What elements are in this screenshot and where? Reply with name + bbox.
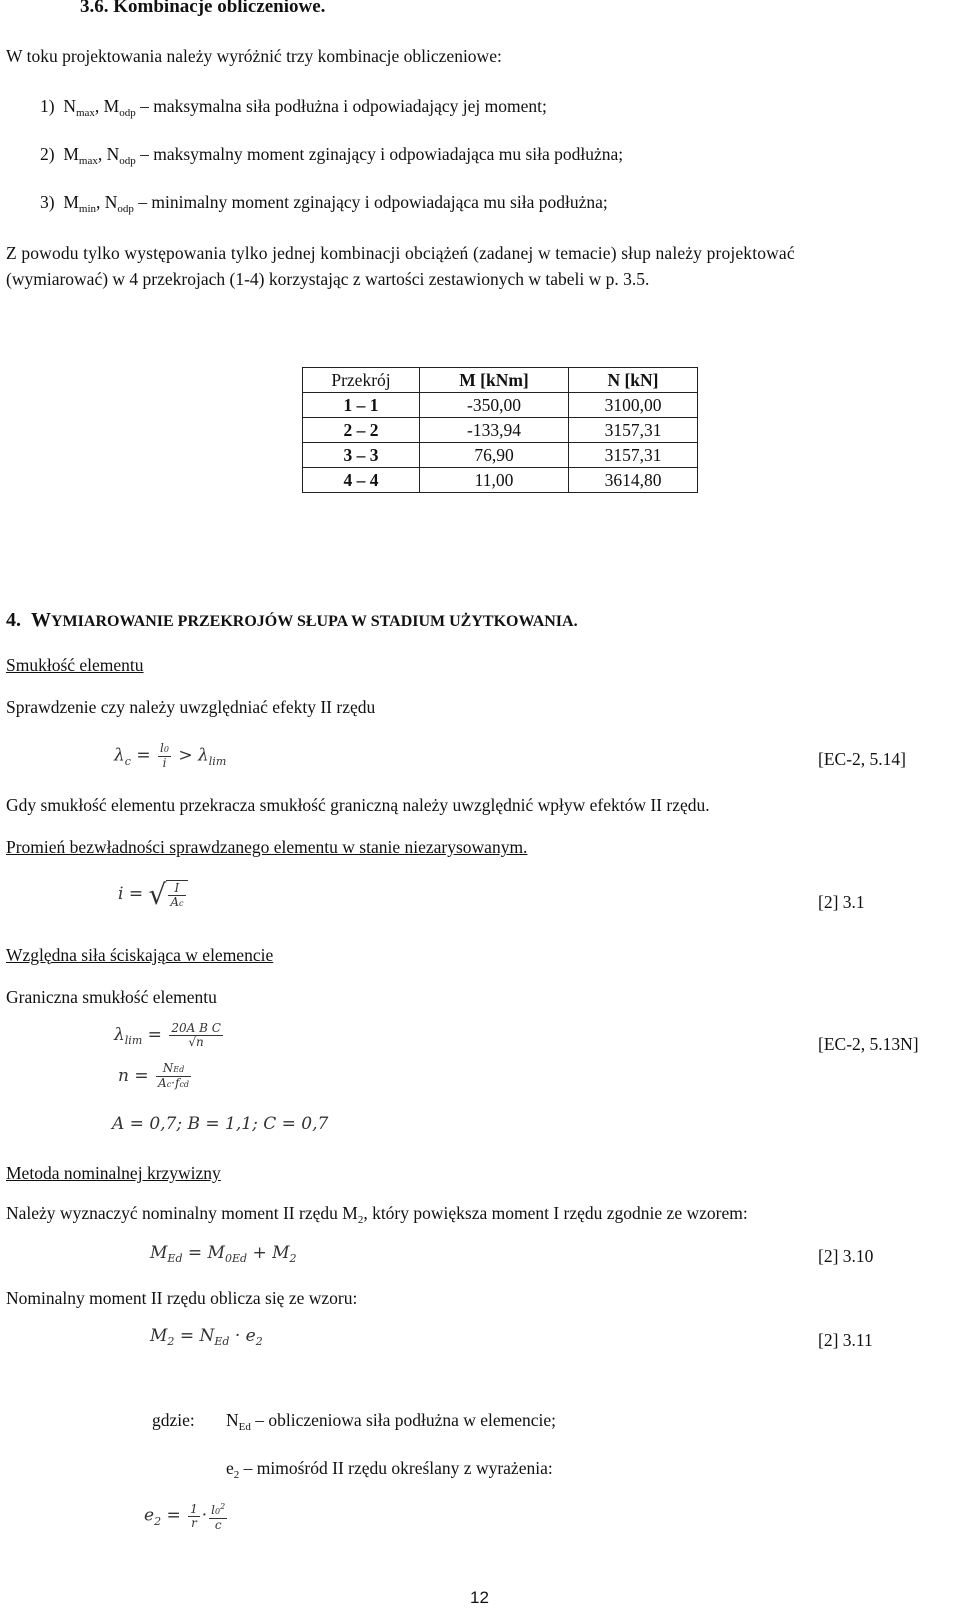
section-title-3-6: 3.6. Kombinacje obliczeniowe. — [80, 0, 326, 17]
combination-item-1: 1) $N_{max}$, $M_{odp}$ – maksymalna siła podłużna i odpowiadający jej moment; — [40, 96, 547, 119]
table-cell: 2 – 2 — [303, 418, 420, 443]
paragraph-line-1: Z powodu tylko występowania tylko jednej kombinacji obciążeń (zadanej w temacie) słup należy projektować — [6, 243, 795, 263]
table-header: N [kN] — [569, 368, 698, 393]
nominal-moment-text: Należy wyznaczyć nominalny moment II rzędu $M_2$, który powiększa moment I rzędu zgodnie ze wzorem: — [6, 1203, 748, 1226]
table-cell: 3 – 3 — [303, 443, 420, 468]
subheading-slenderness: Smukłość elementu — [6, 655, 144, 675]
reference-ec2-5-14: [EC-2, 5.14] — [818, 749, 906, 769]
formula-m-ed: $M_{Ed} = M_{0Ed} + M_2$ — [150, 1243, 297, 1265]
formula-m2: $M_2 = N_{Ed} \cdot e_2$ — [150, 1326, 263, 1348]
page-number: 12 — [470, 1588, 489, 1607]
table-cell: -133,94 — [420, 418, 569, 443]
table-cell: 11,00 — [420, 468, 569, 493]
limit-slenderness-text: Graniczna smukłość elementu — [6, 987, 217, 1007]
subheading-relative-force: Względna siła ściskająca w elemencie — [6, 945, 274, 965]
table-header: M [kNm] — [420, 368, 569, 393]
table-cell: 76,90 — [420, 443, 569, 468]
reference-2-3-1: [2] 3.1 — [818, 892, 865, 912]
sections-table — [302, 367, 698, 493]
formula-n: n = $\frac{\text{NEd}}{\text{Ac·fcd}}$ — [118, 1061, 190, 1090]
ned-definition: $N_{Ed}$ – obliczeniowa siła podłużna w elemencie; — [226, 1410, 557, 1433]
table-header-row — [303, 368, 698, 393]
subheading-nominal-curvature: Metoda nominalnej krzywizny — [6, 1163, 221, 1183]
table-cell: -350,00 — [420, 393, 569, 418]
paragraph-line-2: (wymiarować) w 4 przekrojach (1-4) korzystając z wartości zestawionych w tabeli w p. 3.5. — [6, 269, 650, 289]
second-order-text: Gdy smukłość elementu przekracza smukłość graniczną należy uwzględnić wpływ efektów II rzędu. — [6, 795, 710, 815]
table-cell: 3157,31 — [569, 418, 698, 443]
combination-item-2: 2) $M_{max}$, $N_{odp}$ – maksymalny moment zginający i odpowiadająca mu siła podłużna; — [40, 144, 624, 167]
e2-definition: $e_2$ – mimośród II rzędu określany z wyrażenia: — [226, 1458, 553, 1481]
table-row — [303, 418, 698, 443]
second-order-moment-text: Nominalny moment II rzędu oblicza się ze wzoru: — [6, 1288, 358, 1308]
intro-text: W toku projektowania należy wyróżnić trzy kombinacje obliczeniowe: — [6, 46, 502, 66]
table-cell: 3100,00 — [569, 393, 698, 418]
table-row — [303, 393, 698, 418]
subheading-radius-of-gyration: Promień bezwładności sprawdzanego elementu w stanie niezarysowanym. — [6, 837, 528, 857]
formula-abc-values: A = 0,7; B = 1,1; C = 0,7 — [112, 1114, 329, 1134]
table-cell: 3157,31 — [569, 443, 698, 468]
table-cell: 3614,80 — [569, 468, 698, 493]
reference-2-3-10: [2] 3.10 — [818, 1246, 874, 1266]
section-title-4: 4. WYMIAROWANIE PRZEKROJÓW SŁUPA W STADIUM UŻYTKOWANIA. — [6, 609, 578, 631]
reference-2-3-11: [2] 3.11 — [818, 1330, 873, 1350]
formula-lambda-check: $\lambda_c$ = $\frac{l0}{i}$ > $\lambda_{lim}$ — [114, 741, 227, 770]
where-label: gdzie: — [152, 1410, 195, 1430]
table-row — [303, 443, 698, 468]
table-header: Przekrój — [303, 368, 420, 393]
table-row — [303, 468, 698, 493]
check-text: Sprawdzenie czy należy uwzględniać efekty II rzędu — [6, 697, 376, 717]
combination-item-3: 3) $M_{min}$, $N_{odp}$ – minimalny moment zginający i odpowiadająca mu siła podłużna; — [40, 192, 608, 215]
reference-ec2-5-13n: [EC-2, 5.13N] — [818, 1034, 919, 1054]
formula-radius: i = √ $\frac{I}{Ac}$ — [118, 878, 188, 911]
formula-lambda-lim: $\lambda_{lim}$ = $\frac{\text{20A B C}}{√n}$ — [114, 1021, 221, 1049]
formula-e2: $e_2$ = $\frac{1}{r}$ · $\frac{l0^2}{c}$ — [144, 1501, 226, 1532]
table-cell: 1 – 1 — [303, 393, 420, 418]
table-cell: 4 – 4 — [303, 468, 420, 493]
